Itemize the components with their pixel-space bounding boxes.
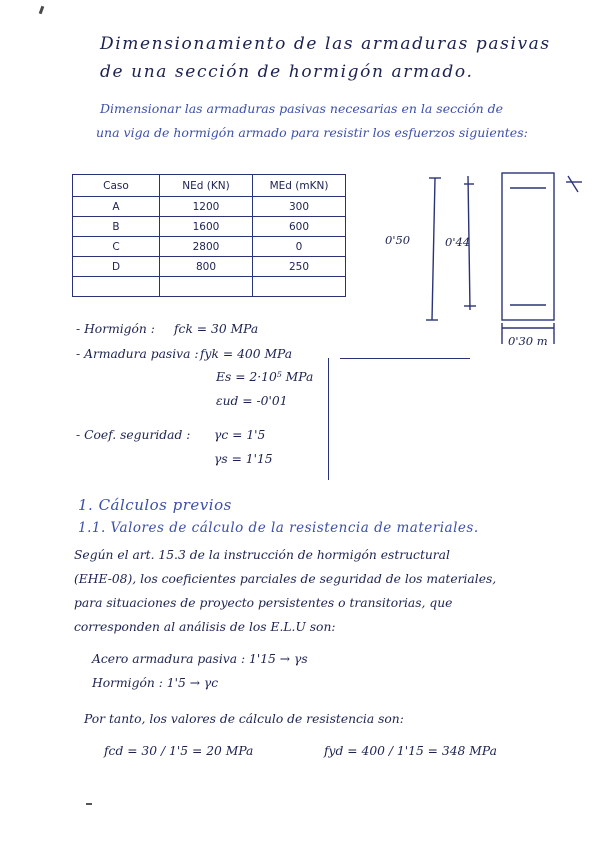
table-header-ned bbox=[160, 175, 253, 197]
concrete-coefficient: Hormigón : 1'5 → γc bbox=[92, 676, 219, 690]
table-cell: 0 bbox=[253, 237, 346, 257]
section-subheading: 1.1. Valores de cálculo de la resistencia de materiales. bbox=[78, 520, 479, 536]
table-cell: B bbox=[73, 217, 160, 237]
table-cell bbox=[73, 277, 160, 297]
gamma-c: γc = 1'5 bbox=[214, 428, 266, 442]
title-line-1: Dimensionamiento de las armaduras pasivas bbox=[100, 34, 551, 54]
title-line-2: de una sección de hormigón armado. bbox=[100, 62, 474, 82]
concrete-value: fck = 30 MPa bbox=[174, 322, 259, 336]
section-height-total: 0'50 bbox=[385, 233, 411, 247]
therefore-line: Por tanto, los valores de cálculo de resistencia son: bbox=[84, 712, 404, 726]
table-cell bbox=[160, 277, 253, 297]
table-cell: 250 bbox=[253, 257, 346, 277]
ink-mark-bottom bbox=[86, 803, 92, 805]
bracket-line bbox=[328, 358, 329, 480]
fyd-formula: fyd = 400 / 1'15 = 348 MPa bbox=[324, 744, 497, 758]
table-row bbox=[73, 217, 346, 237]
section-height-useful: 0'44 bbox=[445, 235, 471, 249]
steel-fyk: fyk = 400 MPa bbox=[200, 347, 293, 361]
table-row bbox=[73, 277, 346, 297]
steel-label: - Armadura pasiva : bbox=[76, 347, 199, 361]
table-cell: 300 bbox=[253, 197, 346, 217]
steel-es: Es = 2·10⁵ MPa bbox=[216, 370, 314, 384]
table-cell bbox=[253, 277, 346, 297]
intro-line-1: Dimensionar las armaduras pasivas necesarias en la sección de bbox=[100, 101, 504, 116]
concrete-label: - Hormigón : bbox=[76, 322, 155, 336]
cases-table bbox=[72, 174, 346, 297]
table-header-row bbox=[73, 175, 346, 197]
table-row bbox=[73, 257, 346, 277]
table-header-case: Caso bbox=[73, 175, 160, 197]
section-heading: 1. Cálculos previos bbox=[78, 496, 232, 514]
paragraph-line-4: corresponden al análisis de los E.L.U son: bbox=[74, 620, 336, 634]
steel-coefficient: Acero armadura pasiva : 1'15 → γs bbox=[92, 652, 308, 666]
table-row bbox=[73, 197, 346, 217]
table-cell: 600 bbox=[253, 217, 346, 237]
steel-eud: εud = -0'01 bbox=[216, 394, 288, 408]
table-cell: 800 bbox=[160, 257, 253, 277]
section-width: 0'30 m bbox=[508, 334, 548, 348]
gamma-s: γs = 1'15 bbox=[214, 452, 273, 466]
intro-line-2: una viga de hormigón armado para resistir los esfuerzos siguientes: bbox=[96, 125, 528, 140]
paragraph-line-1: Según el art. 15.3 de la instrucción de hormigón estructural bbox=[74, 548, 450, 562]
paragraph-line-3: para situaciones de proyecto persistentes o transitorias, que bbox=[74, 596, 453, 610]
table-header-med bbox=[253, 175, 346, 197]
fcd-formula: fcd = 30 / 1'5 = 20 MPa bbox=[104, 744, 254, 758]
table-cell: 1200 bbox=[160, 197, 253, 217]
paragraph-line-2: (EHE-08), los coeficientes parciales de seguridad de los materiales, bbox=[74, 572, 497, 586]
ink-mark-top bbox=[39, 6, 45, 15]
cross-section-sketch bbox=[380, 168, 590, 358]
separator-line bbox=[340, 358, 470, 359]
table-cell: 1600 bbox=[160, 217, 253, 237]
table-cell: D bbox=[73, 257, 160, 277]
safety-label: - Coef. seguridad : bbox=[76, 428, 191, 442]
table-header-med-text: MEd (mKN) bbox=[269, 179, 329, 192]
table-header-ned-text: NEd (KN) bbox=[182, 179, 230, 192]
table-cell: C bbox=[73, 237, 160, 257]
table-cell: A bbox=[73, 197, 160, 217]
table-cell: 2800 bbox=[160, 237, 253, 257]
table-row bbox=[73, 237, 346, 257]
